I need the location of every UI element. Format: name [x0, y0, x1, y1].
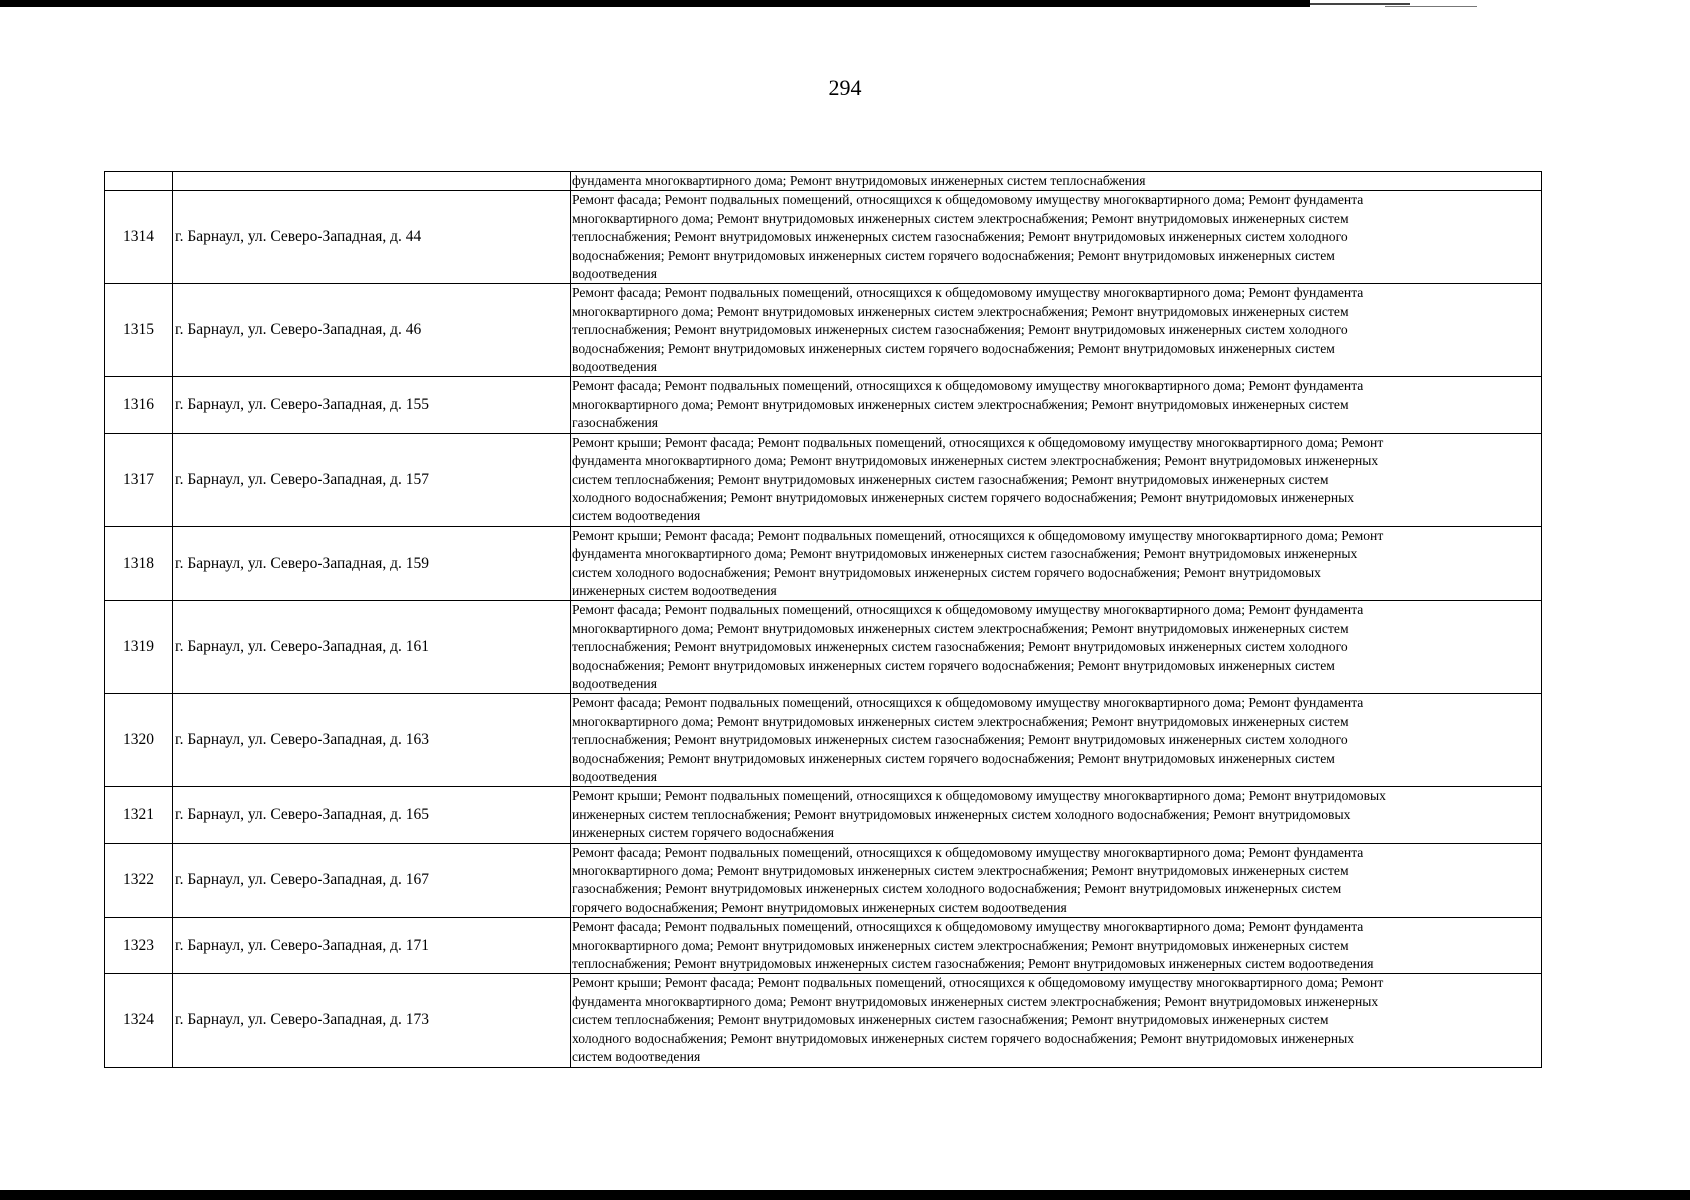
works-line: Ремонт крыши; Ремонт фасада; Ремонт подвальных помещений, относящихся к общедомовому имуществу многоквартирного дома; Ремонт: [572, 975, 1384, 991]
cell-works: [571, 526, 1542, 601]
cell-address: г. Барнаул, ул. Северо-Западная, д. 157: [173, 433, 571, 526]
table-row: [105, 377, 1542, 433]
works-line: Ремонт фасада; Ремонт подвальных помещений, относящихся к общедомовому имуществу многоквартирного дома; Ремонт фундамента: [572, 602, 1364, 618]
works-line: холодного водоснабжения; Ремонт внутридомовых инженерных систем горячего водоснабжения; Ремонт внутридомовых инженерных: [572, 489, 1355, 505]
works-line: холодного водоснабжения; Ремонт внутридомовых инженерных систем горячего водоснабжения; Ремонт внутридомовых инженерных: [572, 1030, 1355, 1046]
table-row: [105, 787, 1542, 843]
works-line: систем холодного водоснабжения; Ремонт внутридомовых инженерных систем горячего водоснабжения; Ремонт внутридомовых: [572, 564, 1321, 580]
scan-top-border-thin: [1310, 3, 1410, 5]
works-line: Ремонт фасада; Ремонт подвальных помещений, относящихся к общедомовому имуществу многоквартирного дома; Ремонт фундамента: [572, 192, 1364, 208]
works-line: многоквартирного дома; Ремонт внутридомовых инженерных систем электроснабжения; Ремонт внутридомовых инженерных систем: [572, 303, 1349, 319]
works-line: Ремонт фасада; Ремонт подвальных помещений, относящихся к общедомовому имуществу многоквартирного дома; Ремонт фундамента: [572, 919, 1364, 935]
works-line: многоквартирного дома; Ремонт внутридомовых инженерных систем электроснабжения; Ремонт внутридомовых инженерных систем: [572, 937, 1349, 953]
works-line: водоснабжения; Ремонт внутридомовых инженерных систем горячего водоснабжения; Ремонт внутридомовых инженерных систем: [572, 657, 1335, 673]
cell-address: г. Барнаул, ул. Северо-Западная, д. 159: [173, 526, 571, 601]
cell-number: 1324: [105, 974, 173, 1067]
cell-works: [571, 433, 1542, 526]
works-line: многоквартирного дома; Ремонт внутридомовых инженерных систем электроснабжения; Ремонт внутридомовых инженерных систем: [572, 396, 1349, 412]
cell-number: 1323: [105, 918, 173, 974]
cell-number: 1320: [105, 694, 173, 787]
works-line: водоснабжения; Ремонт внутридомовых инженерных систем горячего водоснабжения; Ремонт внутридомовых инженерных систем: [572, 750, 1335, 766]
table-row: [105, 191, 1542, 284]
works-line: Ремонт фасада; Ремонт подвальных помещений, относящихся к общедомовому имуществу многоквартирного дома; Ремонт фундамента: [572, 378, 1364, 394]
cell-works: [571, 843, 1542, 918]
cell-address: г. Барнаул, ул. Северо-Западная, д. 161: [173, 601, 571, 694]
works-line: фундамента многоквартирного дома; Ремонт внутридомовых инженерных систем электроснабжения; Ремонт внутридомовых инженерных: [572, 993, 1379, 1009]
works-line: водоснабжения; Ремонт внутридомовых инженерных систем горячего водоснабжения; Ремонт внутридомовых инженерных систем: [572, 340, 1335, 356]
works-line: инженерных систем водоотведения: [572, 582, 777, 598]
works-line: Ремонт фасада; Ремонт подвальных помещений, относящихся к общедомовому имуществу многоквартирного дома; Ремонт фундамента: [572, 695, 1364, 711]
cell-address: г. Барнаул, ул. Северо-Западная, д. 46: [173, 284, 571, 377]
cell-number: 1322: [105, 843, 173, 918]
cell-works: [571, 974, 1542, 1067]
cell-address: г. Барнаул, ул. Северо-Западная, д. 171: [173, 918, 571, 974]
cell-address: г. Барнаул, ул. Северо-Западная, д. 44: [173, 191, 571, 284]
cell-works: [571, 377, 1542, 433]
works-line: теплоснабжения; Ремонт внутридомовых инженерных систем газоснабжения; Ремонт внутридомовых инженерных систем холодного: [572, 322, 1348, 338]
scan-top-dash: [1385, 6, 1477, 7]
cell-number: 1317: [105, 433, 173, 526]
cell-works: [571, 601, 1542, 694]
cell-address: [173, 172, 571, 191]
table-row-continuation: [105, 172, 1542, 191]
works-line: Ремонт крыши; Ремонт подвальных помещений, относящихся к общедомовому имуществу многоквартирного дома; Ремонт внутридомовых: [572, 788, 1386, 804]
works-line: Ремонт крыши; Ремонт фасада; Ремонт подвальных помещений, относящихся к общедомовому имуществу многоквартирного дома; Ремонт: [572, 527, 1384, 543]
works-line: многоквартирного дома; Ремонт внутридомовых инженерных систем электроснабжения; Ремонт внутридомовых инженерных систем: [572, 210, 1349, 226]
works-line: теплоснабжения; Ремонт внутридомовых инженерных систем газоснабжения; Ремонт внутридомовых инженерных систем холодного: [572, 732, 1348, 748]
cell-works: [571, 172, 1542, 191]
works-line: газоснабжения; Ремонт внутридомовых инженерных систем холодного водоснабжения; Ремонт внутридомовых инженерных систем: [572, 881, 1342, 897]
works-line: горячего водоснабжения; Ремонт внутридомовых инженерных систем водоотведения: [572, 899, 1067, 915]
works-line: водоотведения: [572, 769, 657, 784]
table-row: [105, 918, 1542, 974]
table-row: [105, 843, 1542, 918]
works-line: газоснабжения: [572, 415, 659, 431]
cell-number: [105, 172, 173, 191]
works-line: инженерных систем горячего водоснабжения: [572, 825, 834, 841]
works-line: многоквартирного дома; Ремонт внутридомовых инженерных систем электроснабжения; Ремонт внутридомовых инженерных систем: [572, 863, 1349, 879]
works-line: систем водоотведения: [572, 1049, 701, 1065]
works-line: систем теплоснабжения; Ремонт внутридомовых инженерных систем газоснабжения; Ремонт внутридомовых инженерных систем: [572, 471, 1329, 487]
table-row: [105, 974, 1542, 1067]
cell-number: 1315: [105, 284, 173, 377]
cell-number: 1316: [105, 377, 173, 433]
works-line: инженерных систем теплоснабжения; Ремонт внутридомовых инженерных систем холодного водоснабжения; Ремонт внутридомовых: [572, 806, 1351, 822]
cell-address: г. Барнаул, ул. Северо-Западная, д. 163: [173, 694, 571, 787]
works-line: теплоснабжения; Ремонт внутридомовых инженерных систем газоснабжения; Ремонт внутридомовых инженерных систем холодного: [572, 639, 1348, 655]
works-line: теплоснабжения; Ремонт внутридомовых инженерных систем газоснабжения; Ремонт внутридомовых инженерных систем холодного: [572, 229, 1348, 245]
cell-works: [571, 694, 1542, 787]
works-line: водоотведения: [572, 359, 657, 375]
works-line: фундамента многоквартирного дома; Ремонт внутридомовых инженерных систем электроснабжения; Ремонт внутридомовых инженерных: [572, 453, 1379, 469]
works-line: систем теплоснабжения; Ремонт внутридомовых инженерных систем газоснабжения; Ремонт внутридомовых инженерных систем: [572, 1012, 1329, 1028]
table-body: [105, 172, 1542, 1068]
cell-address: г. Барнаул, ул. Северо-Западная, д. 173: [173, 974, 571, 1067]
cell-address: г. Барнаул, ул. Северо-Западная, д. 167: [173, 843, 571, 918]
cell-number: 1319: [105, 601, 173, 694]
table-row: [105, 284, 1542, 377]
scan-top-border: [0, 0, 1310, 7]
cell-address: г. Барнаул, ул. Северо-Западная, д. 155: [173, 377, 571, 433]
cell-works: [571, 918, 1542, 974]
works-line: теплоснабжения; Ремонт внутридомовых инженерных систем газоснабжения; Ремонт внутридомовых инженерных систем водоотведения: [572, 956, 1374, 972]
table-row: [105, 694, 1542, 787]
repair-table-wrapper: [104, 171, 1541, 1068]
table-row: [105, 601, 1542, 694]
page-number: 294: [828, 75, 862, 100]
works-line: многоквартирного дома; Ремонт внутридомовых инженерных систем электроснабжения; Ремонт внутридомовых инженерных систем: [572, 620, 1349, 636]
works-line: водоотведения: [572, 266, 657, 282]
cell-number: 1321: [105, 787, 173, 843]
repair-table: [104, 171, 1542, 1068]
scan-bottom-border: [0, 1190, 1690, 1200]
cell-works: [571, 191, 1542, 284]
cell-address: г. Барнаул, ул. Северо-Западная, д. 165: [173, 787, 571, 843]
works-line: Ремонт фасада; Ремонт подвальных помещений, относящихся к общедомовому имуществу многоквартирного дома; Ремонт фундамента: [572, 844, 1364, 860]
works-line: водоотведения: [572, 675, 657, 691]
works-line: водоснабжения; Ремонт внутридомовых инженерных систем горячего водоснабжения; Ремонт внутридомовых инженерных систем: [572, 247, 1335, 263]
table-row: [105, 526, 1542, 601]
table-row: [105, 433, 1542, 526]
works-line: фундамента многоквартирного дома; Ремонт внутридомовых инженерных систем теплоснабжения: [572, 173, 1146, 188]
works-line: Ремонт фасада; Ремонт подвальных помещений, относящихся к общедомовому имуществу многоквартирного дома; Ремонт фундамента: [572, 285, 1364, 301]
works-line: многоквартирного дома; Ремонт внутридомовых инженерных систем электроснабжения; Ремонт внутридомовых инженерных систем: [572, 713, 1349, 729]
cell-number: 1314: [105, 191, 173, 284]
works-line: систем водоотведения: [572, 508, 701, 524]
works-line: фундамента многоквартирного дома; Ремонт внутридомовых инженерных систем газоснабжения; Ремонт внутридомовых инженерных: [572, 546, 1358, 562]
cell-works: [571, 284, 1542, 377]
cell-works: [571, 787, 1542, 843]
cell-number: 1318: [105, 526, 173, 601]
works-line: Ремонт крыши; Ремонт фасада; Ремонт подвальных помещений, относящихся к общедомовому имуществу многоквартирного дома; Ремонт: [572, 434, 1384, 450]
